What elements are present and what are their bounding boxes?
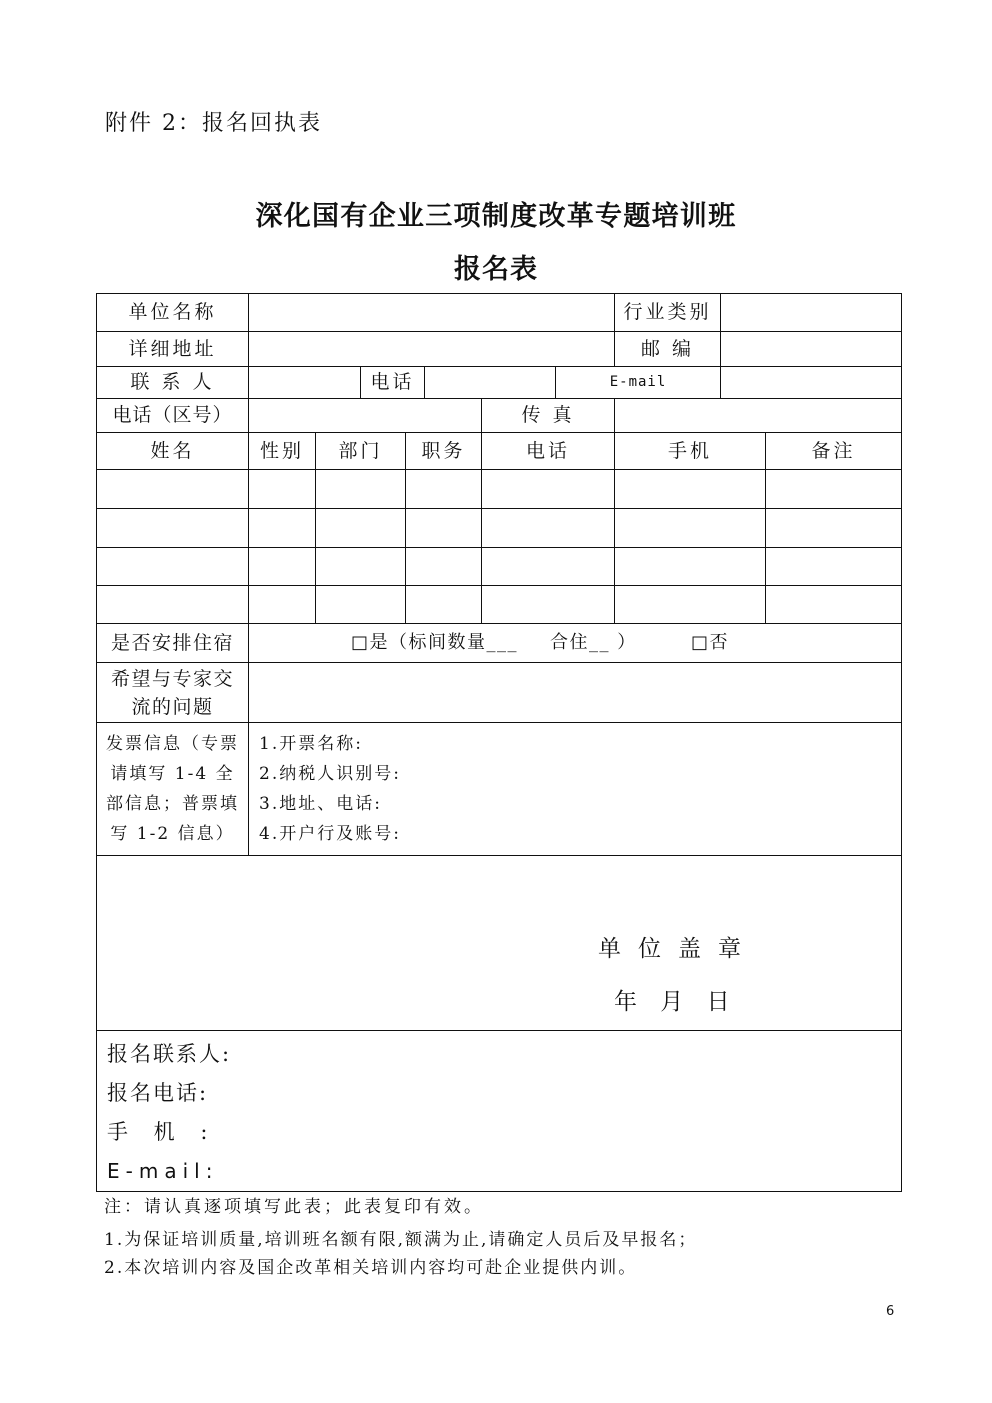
form-subtitle: 报名表 bbox=[454, 254, 538, 285]
email-field bbox=[721, 367, 902, 399]
attendee-cell bbox=[766, 470, 902, 509]
invoice-row bbox=[97, 723, 902, 856]
attendee-cell bbox=[406, 586, 482, 624]
attendee-cell bbox=[766, 548, 902, 586]
attendee-row bbox=[97, 470, 902, 509]
attachment-label: 附件 2：报名回执表 bbox=[105, 111, 322, 136]
note-line: 注：请认真逐项填写此表；此表复印有效。 bbox=[104, 1197, 484, 1217]
attendee-row bbox=[97, 548, 902, 586]
fax-label: 传 真 bbox=[482, 399, 615, 433]
attendee-cell bbox=[97, 470, 249, 509]
area-phone-label: 电话（区号） bbox=[97, 399, 249, 433]
col-position-header: 职务 bbox=[406, 433, 482, 470]
attendee-cell bbox=[406, 548, 482, 586]
industry-field bbox=[721, 294, 902, 332]
attendee-cell bbox=[316, 548, 406, 586]
postcode-label: 邮 编 bbox=[615, 332, 721, 367]
fax-field bbox=[615, 399, 902, 433]
attendee-cell bbox=[482, 470, 615, 509]
area-phone-field bbox=[249, 399, 482, 433]
unit-name-label: 单位名称 bbox=[97, 294, 249, 332]
attendee-cell bbox=[316, 509, 406, 548]
attendee-cell bbox=[615, 470, 766, 509]
questions-label-line: 希望与专家交 bbox=[110, 667, 234, 690]
attendee-cell bbox=[406, 509, 482, 548]
registration-contact-row bbox=[97, 1031, 902, 1192]
attendee-row bbox=[97, 509, 902, 548]
registration-table bbox=[96, 293, 902, 1192]
unit-name-row bbox=[97, 294, 902, 332]
registration-contact-area bbox=[97, 1031, 902, 1192]
registration-contact-label: 报名联系人: bbox=[107, 1042, 232, 1066]
questions-label bbox=[97, 663, 249, 723]
questions-label-line: 流的问题 bbox=[131, 695, 214, 718]
invoice-item-tax-id: 2.纳税人识别号: bbox=[259, 764, 401, 784]
address-row bbox=[97, 332, 902, 367]
col-department-header: 部门 bbox=[316, 433, 406, 470]
col-phone-header: 电话 bbox=[482, 433, 615, 470]
invoice-item-address-phone: 3.地址、电话: bbox=[259, 794, 382, 814]
accommodation-options bbox=[249, 624, 902, 663]
seal-row bbox=[97, 856, 902, 1031]
attendee-cell bbox=[97, 548, 249, 586]
invoice-items bbox=[249, 723, 902, 856]
phone-label: 电话 bbox=[361, 367, 425, 399]
postcode-field bbox=[721, 332, 902, 367]
form-title: 深化国有企业三项制度改革专题培训班 bbox=[255, 201, 737, 232]
address-label: 详细地址 bbox=[97, 332, 249, 367]
unit-name-field bbox=[249, 294, 615, 332]
invoice-label-line: 部信息；普票填 bbox=[106, 794, 239, 814]
invoice-item-name: 1.开票名称: bbox=[259, 734, 363, 754]
registration-mobile-label: 手 机 : bbox=[107, 1120, 210, 1144]
address-field bbox=[249, 332, 615, 367]
invoice-item-bank-account: 4.开户行及账号: bbox=[259, 824, 401, 844]
date-label: 年 月 日 bbox=[614, 989, 735, 1015]
attendee-cell bbox=[249, 586, 316, 624]
phone-field bbox=[425, 367, 556, 399]
questions-field bbox=[249, 663, 902, 723]
questions-row bbox=[97, 663, 902, 723]
seal-label: 单位盖章 bbox=[598, 936, 758, 962]
industry-label: 行业类别 bbox=[615, 294, 721, 332]
attendee-cell bbox=[766, 586, 902, 624]
contact-label: 联 系 人 bbox=[97, 367, 249, 399]
attendee-cell bbox=[316, 586, 406, 624]
attendee-row bbox=[97, 586, 902, 624]
contact-field bbox=[249, 367, 361, 399]
accommodation-label: 是否安排住宿 bbox=[97, 624, 249, 663]
note-line: 2.本次培训内容及国企改革相关培训内容均可赴企业提供内训。 bbox=[104, 1258, 638, 1278]
accommodation-shared-option: 合住__ ） bbox=[550, 631, 637, 653]
invoice-label-line: 请填写 1-4 全 bbox=[110, 764, 235, 784]
col-gender-header: 性别 bbox=[249, 433, 316, 470]
registration-email-label: E-mail: bbox=[107, 1159, 219, 1183]
attendee-header-row bbox=[97, 433, 902, 470]
accommodation-no-option: □否 bbox=[691, 631, 730, 653]
invoice-label-line: 写 1-2 信息） bbox=[110, 824, 235, 844]
col-mobile-header: 手机 bbox=[615, 433, 766, 470]
email-label: E-mail bbox=[556, 367, 721, 399]
seal-area bbox=[97, 856, 902, 1031]
invoice-label-line: 发票信息（专票 bbox=[106, 734, 239, 754]
attendee-cell bbox=[482, 586, 615, 624]
area-phone-row bbox=[97, 399, 902, 433]
col-remark-header: 备注 bbox=[766, 433, 902, 470]
attendee-cell bbox=[249, 548, 316, 586]
registration-phone-label: 报名电话: bbox=[107, 1081, 209, 1105]
accommodation-yes-option: □是（标间数量___ bbox=[351, 631, 519, 653]
attendee-cell bbox=[249, 509, 316, 548]
contact-row bbox=[97, 367, 902, 399]
invoice-label bbox=[97, 723, 249, 856]
attendee-cell bbox=[482, 509, 615, 548]
attendee-cell bbox=[615, 509, 766, 548]
attendee-cell bbox=[766, 509, 902, 548]
note-line: 1.为保证培训质量,培训班名额有限,额满为止,请确定人员后及早报名； bbox=[104, 1230, 698, 1250]
attendee-cell bbox=[615, 548, 766, 586]
page-number: 6 bbox=[886, 1304, 895, 1319]
attendee-cell bbox=[615, 586, 766, 624]
attendee-cell bbox=[97, 509, 249, 548]
accommodation-row bbox=[97, 624, 902, 663]
attendee-cell bbox=[316, 470, 406, 509]
attendee-cell bbox=[249, 470, 316, 509]
attendee-cell bbox=[97, 586, 249, 624]
attendee-cell bbox=[406, 470, 482, 509]
attendee-cell bbox=[482, 548, 615, 586]
col-name-header: 姓名 bbox=[97, 433, 249, 470]
